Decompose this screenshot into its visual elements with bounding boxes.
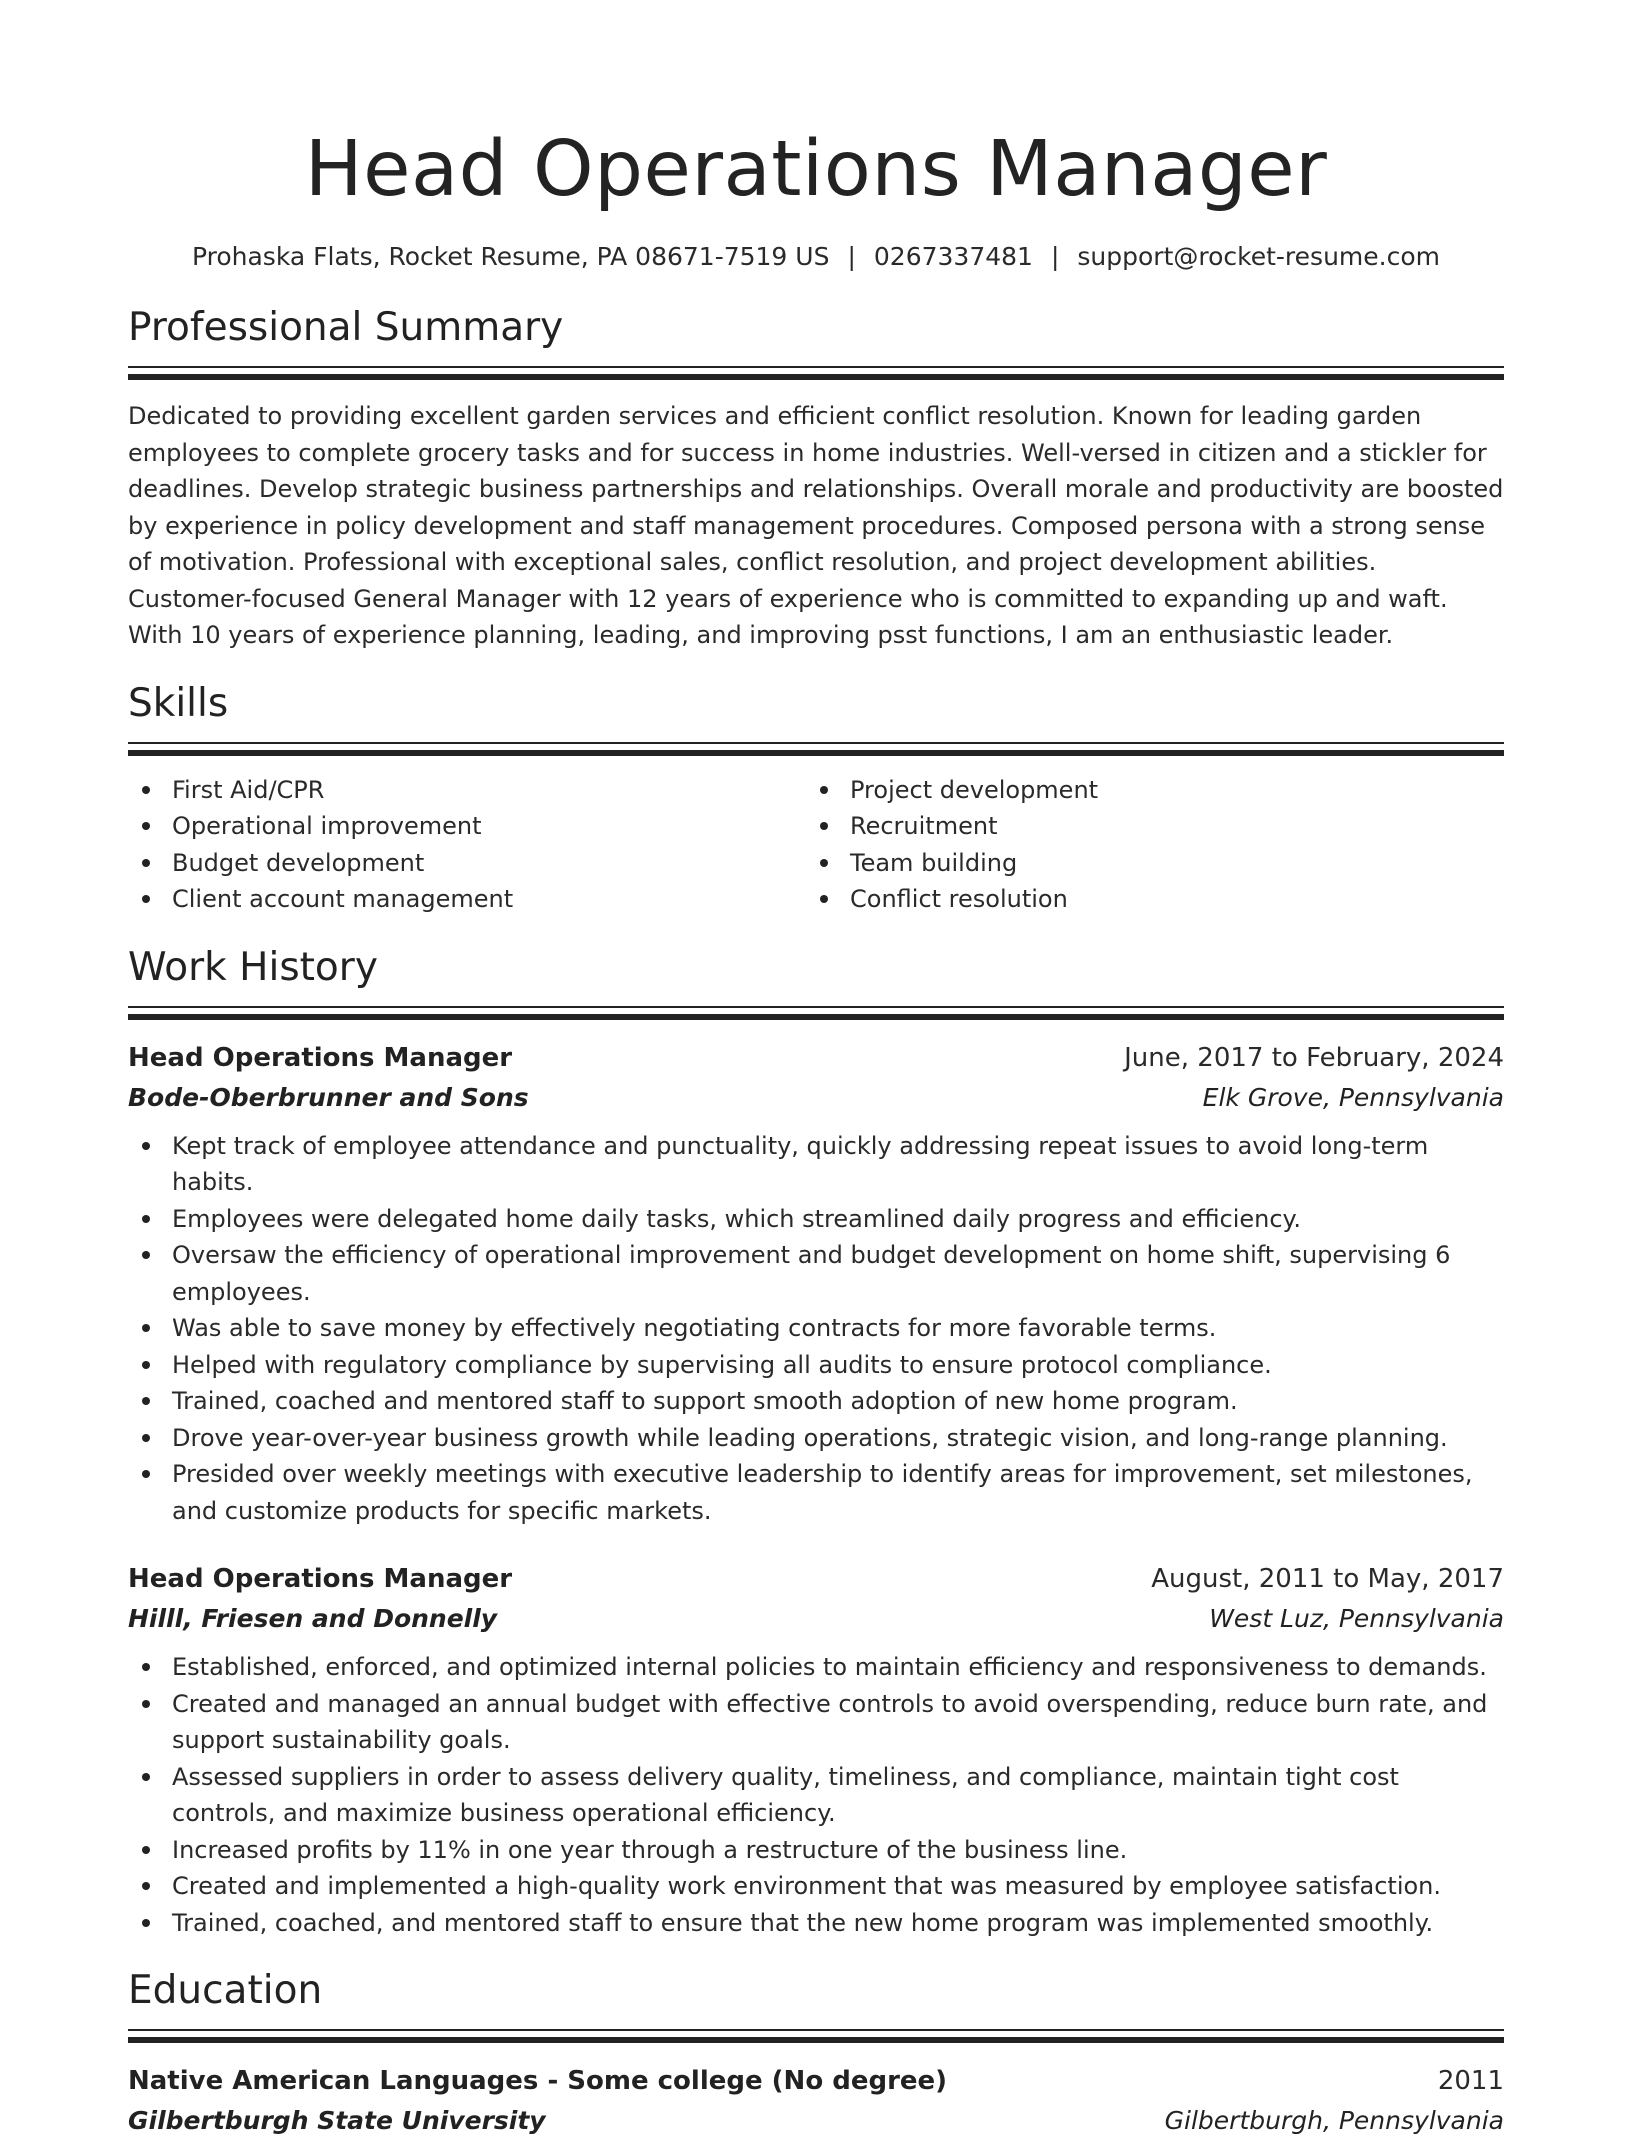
job-bullet: Employees were delegated home daily tasks, which streamlined daily progress and efficiency. <box>128 1201 1504 1238</box>
skills-heading: Skills <box>128 680 229 726</box>
job-employer: Bode-Oberbrunner and Sons <box>128 1082 529 1112</box>
section-rule-thin <box>128 742 1504 744</box>
section-rule-thin <box>128 2029 1504 2031</box>
work-heading: Work History <box>128 944 378 990</box>
job-location: West Luz, Pennsylvania <box>1209 1604 1504 1633</box>
job-employer: Hilll, Friesen and Donnelly <box>128 1604 498 1633</box>
job-subheader <box>128 1078 1504 1118</box>
job-dates: June, 2017 to February, 2024 <box>1124 1042 1504 1073</box>
education-subheader <box>128 2101 1504 2141</box>
skill-item: Client account management <box>128 881 806 918</box>
contact-separator: | <box>1050 242 1060 271</box>
job-subheader <box>128 1599 1504 1639</box>
section-rule-thin <box>128 366 1504 368</box>
skill-item: Recruitment <box>806 808 1484 845</box>
job-entry <box>128 1559 1504 1941</box>
summary-text: Dedicated to providing excellent garden services and efficient conflict resolution. Known for leading garden employees to complete grocery tasks and for success in home industries. Well-versed in citizen and a stickler for deadlines. Develop strategic business partnerships and relationships. Overall morale and productivity are boosted by experience in policy development and staff management procedures. Composed persona with a strong sense of motivation. Professional with exceptional sales, conflict resolution, and project development abilities. Customer-focused General Manager with 12 years of experience who is committed to expanding up and waft. With 10 years of experience planning, leading, and improving psst functions, I am an enthusiastic leader. <box>128 402 1504 649</box>
education-section <box>128 1967 1504 2141</box>
job-bullet: Oversaw the efficiency of operational improvement and budget development on home shift, supervising 6 employees. <box>128 1237 1504 1310</box>
work-section <box>128 944 1504 1942</box>
job-location: Elk Grove, Pennsylvania <box>1202 1082 1504 1112</box>
job-bullet: Kept track of employee attendance and punctuality, quickly addressing repeat issues to avoid long-term habits. <box>128 1128 1504 1201</box>
education-school: Gilbertburgh State University <box>128 2106 546 2135</box>
job-bullet: Helped with regulatory compliance by supervising all audits to ensure protocol compliance. <box>128 1347 1504 1384</box>
job-title: Head Operations Manager <box>128 1042 513 1073</box>
education-location: Gilbertburgh, Pennsylvania <box>1164 2106 1504 2135</box>
contact-email[interactable]: support@rocket-resume.com <box>1077 242 1440 271</box>
education-header <box>128 2061 1504 2101</box>
job-title: Head Operations Manager <box>128 1564 513 1594</box>
skill-item: Budget development <box>128 845 806 882</box>
education-degree: Native American Languages - Some college (No degree) <box>128 2066 948 2096</box>
skill-item: Team building <box>806 845 1484 882</box>
section-rule-thick <box>128 750 1504 756</box>
contact-separator: | <box>847 242 856 271</box>
job-header <box>128 1038 1504 1078</box>
contact-line <box>128 240 1504 274</box>
job-header <box>128 1559 1504 1599</box>
job-dates: August, 2011 to May, 2017 <box>1151 1564 1504 1594</box>
section-rule-thick <box>128 374 1504 380</box>
job-bullet: Trained, coached and mentored staff to support smooth adoption of new home program. <box>128 1383 1504 1420</box>
summary-section <box>128 304 1504 654</box>
section-rule-thick <box>128 1014 1504 1020</box>
job-bullet: Presided over weekly meetings with executive leadership to identify areas for improvement, set milestones, and customize products for specific markets. <box>128 1456 1504 1529</box>
job-bullet: Drove year-over-year business growth while leading operations, strategic vision, and long-range planning. <box>128 1420 1504 1457</box>
skill-item: First Aid/CPR <box>128 772 806 809</box>
job-bullet: Created and implemented a high-quality work environment that was measured by employee satisfaction. <box>128 1868 1504 1905</box>
education-year: 2011 <box>1437 2066 1504 2096</box>
skills-columns <box>128 772 1504 918</box>
skills-list-left <box>128 772 806 918</box>
job-entry <box>128 1038 1504 1530</box>
skill-item: Operational improvement <box>128 808 806 845</box>
contact-phone: 0267337481 <box>873 242 1033 271</box>
education-entry <box>128 2061 1504 2141</box>
summary-heading: Professional Summary <box>128 305 564 350</box>
job-bullet: Trained, coached, and mentored staff to ensure that the new home program was implemented smoothly. <box>128 1905 1504 1942</box>
job-bullet: Was able to save money by effectively negotiating contracts for more favorable terms. <box>128 1310 1504 1347</box>
education-heading: Education <box>128 1968 323 2013</box>
job-bullet: Increased profits by 11% in one year through a restructure of the business line. <box>128 1832 1504 1869</box>
job-bullets <box>128 1649 1504 1941</box>
resume-title: Head Operations Manager <box>304 125 1328 214</box>
skill-item: Conflict resolution <box>806 881 1484 918</box>
contact-address: Prohaska Flats, Rocket Resume, PA 08671-7519 US <box>191 242 830 271</box>
section-rule-thin <box>128 1006 1504 1008</box>
skill-item: Project development <box>806 772 1484 809</box>
job-bullet: Assessed suppliers in order to assess delivery quality, timeliness, and compliance, maintain tight cost controls, and maximize business operational efficiency. <box>128 1759 1504 1832</box>
job-bullet: Created and managed an annual budget with effective controls to avoid overspending, reduce burn rate, and support sustainability goals. <box>128 1686 1504 1759</box>
skills-list-right <box>806 772 1484 918</box>
skills-section <box>128 680 1504 918</box>
job-bullet: Established, enforced, and optimized internal policies to maintain efficiency and responsiveness to demands. <box>128 1649 1504 1686</box>
job-bullets <box>128 1128 1504 1530</box>
section-rule-thick <box>128 2037 1504 2043</box>
